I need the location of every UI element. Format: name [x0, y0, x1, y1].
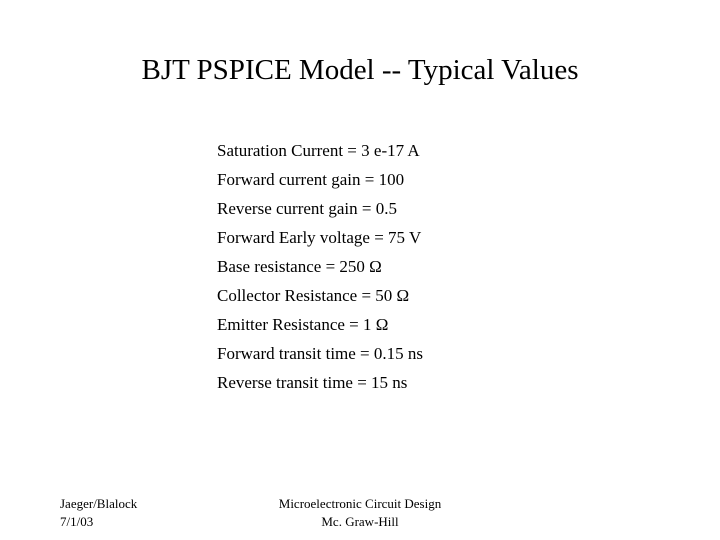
parameter-list — [217, 136, 423, 397]
footer-left — [60, 495, 137, 531]
footer-date: 7/1/03 — [60, 514, 94, 529]
param-saturation-current: Saturation Current = 3 e-17 A — [217, 141, 420, 160]
footer-authors: Jaeger/Blalock — [60, 496, 138, 511]
slide-title: BJT PSPICE Model -- Typical Values — [141, 54, 579, 86]
param-reverse-current-gain: Reverse current gain = 0.5 — [217, 199, 397, 218]
param-emitter-resistance: Emitter Resistance = 1 Ω — [217, 315, 389, 334]
param-forward-transit-time: Forward transit time = 0.15 ns — [217, 344, 424, 363]
footer-publisher: Mc. Graw-Hill — [321, 514, 399, 529]
footer-book-title: Microelectronic Circuit Design — [278, 496, 442, 511]
param-forward-early-voltage: Forward Early voltage = 75 V — [217, 228, 422, 247]
footer-center — [260, 495, 460, 531]
param-collector-resistance: Collector Resistance = 50 Ω — [217, 286, 410, 305]
param-forward-current-gain: Forward current gain = 100 — [217, 170, 405, 189]
param-reverse-transit-time: Reverse transit time = 15 ns — [217, 373, 408, 392]
param-base-resistance: Base resistance = 250 Ω — [217, 257, 382, 276]
